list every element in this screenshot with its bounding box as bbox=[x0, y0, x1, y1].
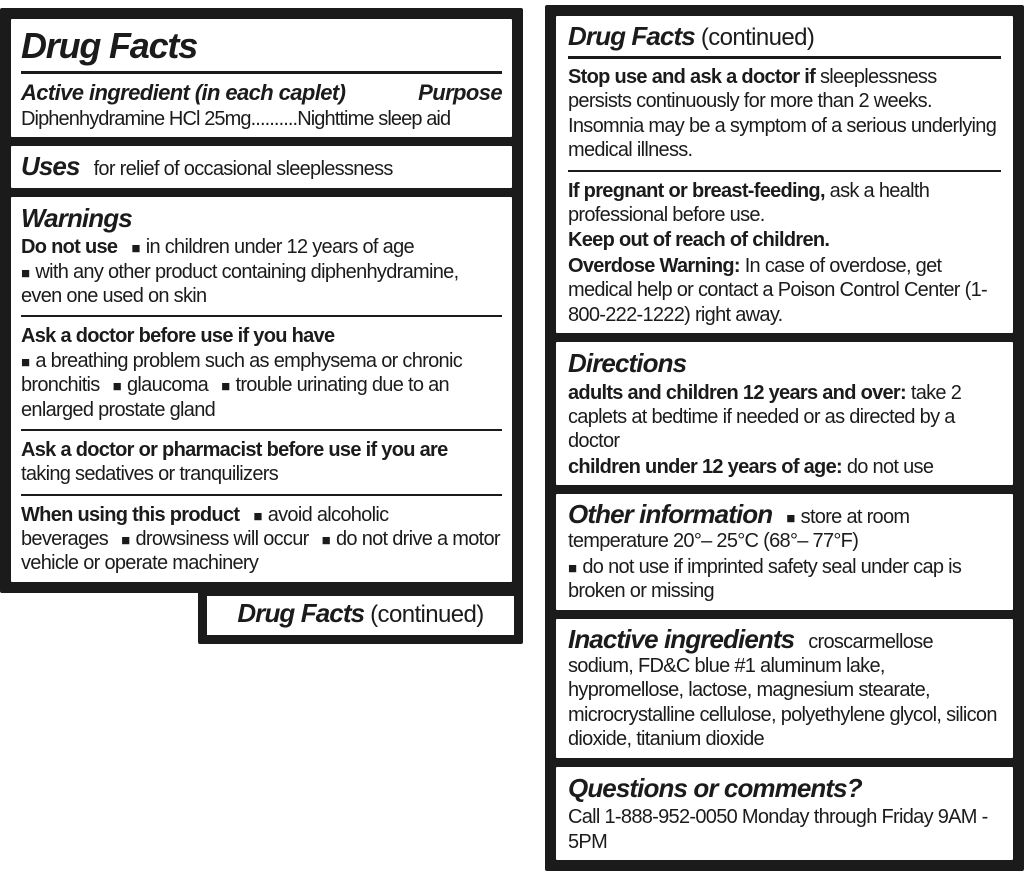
warnings-box bbox=[11, 197, 512, 582]
ask-doctor-item-3: trouble urinating due to an enlarged prostate gland bbox=[21, 374, 449, 421]
continued-header bbox=[568, 22, 1001, 54]
bullet-square-icon: ■ bbox=[112, 378, 121, 396]
directions-heading: Directions bbox=[568, 347, 687, 378]
bullet-square-icon: ■ bbox=[221, 378, 230, 396]
continued-header-title: Drug Facts bbox=[568, 21, 695, 51]
directions-adults-rest: take 2 caplets at bedtime if needed or as directed by a doctor bbox=[568, 381, 962, 453]
bullet-square-icon: ■ bbox=[21, 353, 30, 371]
when-using-item-1: avoid alcoholic beverages bbox=[21, 503, 389, 551]
warnings-divider bbox=[21, 494, 502, 496]
when-using-paragraph bbox=[21, 503, 502, 576]
other-information-box bbox=[556, 494, 1013, 610]
active-ingredient-heading: Active ingredient (in each caplet) bbox=[21, 79, 346, 105]
do-not-use-lead: Do not use bbox=[21, 236, 118, 259]
ask-doctor-item-2: glaucoma bbox=[126, 374, 209, 397]
bullet-square-icon: ■ bbox=[321, 532, 330, 550]
keep-out-lead: Keep out of reach of children. bbox=[568, 229, 830, 252]
directions-row-adults bbox=[568, 381, 1001, 454]
directions-row-children bbox=[568, 455, 1001, 479]
do-not-use-item-1: in children under 12 years of age bbox=[145, 236, 414, 259]
pregnancy-rest: ask a health professional before use. bbox=[568, 179, 930, 226]
bullet-square-icon: ■ bbox=[253, 507, 262, 525]
overdose-lead: Overdose Warning: bbox=[568, 254, 740, 277]
uses-text: for relief of occasional sleeplessness bbox=[93, 158, 393, 181]
pregnancy-lead: If pregnant or breast-feeding, bbox=[568, 179, 825, 202]
continued-divider bbox=[568, 170, 1001, 172]
inactive-ingredients-paragraph bbox=[568, 625, 1001, 752]
uses-box bbox=[11, 146, 512, 187]
right-panel-frame bbox=[545, 5, 1024, 871]
directions-adults-lead: adults and children 12 years and over: bbox=[568, 381, 906, 404]
when-using-item-2: drowsiness will occur bbox=[135, 528, 309, 551]
questions-box bbox=[556, 767, 1013, 860]
pregnancy-paragraph bbox=[568, 179, 1001, 228]
left-drug-facts-column bbox=[0, 8, 523, 644]
other-information-item-1: store at room temperature 20°– 25°C (68°– 77°F) bbox=[568, 506, 910, 553]
overdose-paragraph bbox=[568, 254, 1001, 327]
ask-doctor-pharmacist-paragraph bbox=[21, 438, 502, 487]
continued-warnings-box bbox=[556, 16, 1013, 333]
do-not-use-item-2-line bbox=[21, 260, 502, 309]
continued-tab-title: Drug Facts bbox=[237, 597, 365, 628]
continued-tab-suffix: (continued) bbox=[370, 600, 484, 628]
keep-out-paragraph bbox=[568, 228, 1001, 252]
active-ingredient-box bbox=[11, 19, 512, 137]
other-information-paragraph-1 bbox=[568, 500, 1001, 554]
do-not-use-paragraph bbox=[21, 235, 502, 308]
left-panel-frame bbox=[0, 8, 523, 593]
continued-header-suffix: (continued) bbox=[700, 24, 815, 51]
warnings-divider bbox=[21, 315, 502, 317]
bullet-square-icon: ■ bbox=[786, 510, 795, 528]
bullet-square-icon: ■ bbox=[21, 264, 30, 282]
stop-use-lead: Stop use and ask a doctor if bbox=[568, 66, 816, 88]
continued-header-divider bbox=[568, 56, 1001, 59]
questions-text: Call 1-888-952-0050 Monday through Friday 9AM - 5PM bbox=[568, 806, 988, 853]
directions-box bbox=[556, 342, 1013, 485]
other-information-item-2: do not use if imprinted safety seal under cap is broken or missing bbox=[568, 555, 962, 603]
ask-doctor-paragraph bbox=[21, 324, 502, 422]
right-drug-facts-column bbox=[545, 5, 1024, 871]
directions-children-lead: children under 12 years of age: bbox=[568, 455, 842, 478]
purpose-heading: Purpose bbox=[418, 79, 502, 105]
uses-line bbox=[21, 152, 502, 181]
stop-use-paragraph bbox=[568, 65, 1001, 163]
when-using-item-3: do not drive a motor vehicle or operate machinery bbox=[21, 528, 500, 575]
questions-heading: Questions or comments? bbox=[568, 772, 862, 803]
directions-children-rest: do not use bbox=[846, 455, 934, 478]
active-ingredient-heading-row bbox=[21, 80, 502, 106]
overdose-rest: In case of overdose, get medical help or contact a Poison Control Center (1-800-222-1222) right away. bbox=[568, 254, 987, 326]
active-ingredient-row: Diphenhydramine HCl 25mg..........Nighttime sleep aid bbox=[21, 107, 451, 130]
ask-doctor-pharmacist-rest: taking sedatives or tranquilizers bbox=[21, 463, 279, 486]
inactive-ingredients-box bbox=[556, 619, 1013, 758]
drug-facts-title: Drug Facts bbox=[21, 25, 198, 66]
stop-use-rest: sleeplessness persists continuously for more than 2 weeks. Insomnia may be a symptom of a serious underlying medical illness. bbox=[568, 66, 997, 162]
inactive-ingredients-text: croscarmellose sodium, FD&C blue #1 aluminum lake, hypromellose, lactose, magnesium stearate, microcrystalline cellulose, polyethylene glycol, silicon dioxide, titanium dioxide bbox=[568, 630, 997, 751]
title-divider bbox=[21, 71, 502, 74]
bullet-square-icon: ■ bbox=[121, 532, 130, 550]
bullet-square-icon: ■ bbox=[568, 559, 577, 577]
bullet-square-icon: ■ bbox=[131, 240, 140, 258]
continued-tab-inner bbox=[207, 596, 514, 635]
warnings-divider bbox=[21, 429, 502, 431]
other-information-paragraph-2 bbox=[568, 555, 1001, 604]
other-information-heading: Other information bbox=[568, 499, 773, 530]
when-using-lead: When using this product bbox=[21, 503, 240, 526]
uses-heading: Uses bbox=[21, 151, 80, 182]
warnings-heading: Warnings bbox=[21, 202, 132, 233]
continued-tab bbox=[198, 587, 523, 644]
ask-doctor-lead: Ask a doctor before use if you have bbox=[21, 325, 335, 348]
ask-doctor-item-1: a breathing problem such as emphysema or chronic bronchitis bbox=[21, 349, 463, 397]
inactive-ingredients-heading: Inactive ingredients bbox=[568, 623, 795, 654]
do-not-use-item-2: with any other product containing diphenhydramine, even one used on skin bbox=[21, 260, 459, 307]
ask-doctor-pharmacist-lead: Ask a doctor or pharmacist before use if you are bbox=[21, 438, 448, 461]
